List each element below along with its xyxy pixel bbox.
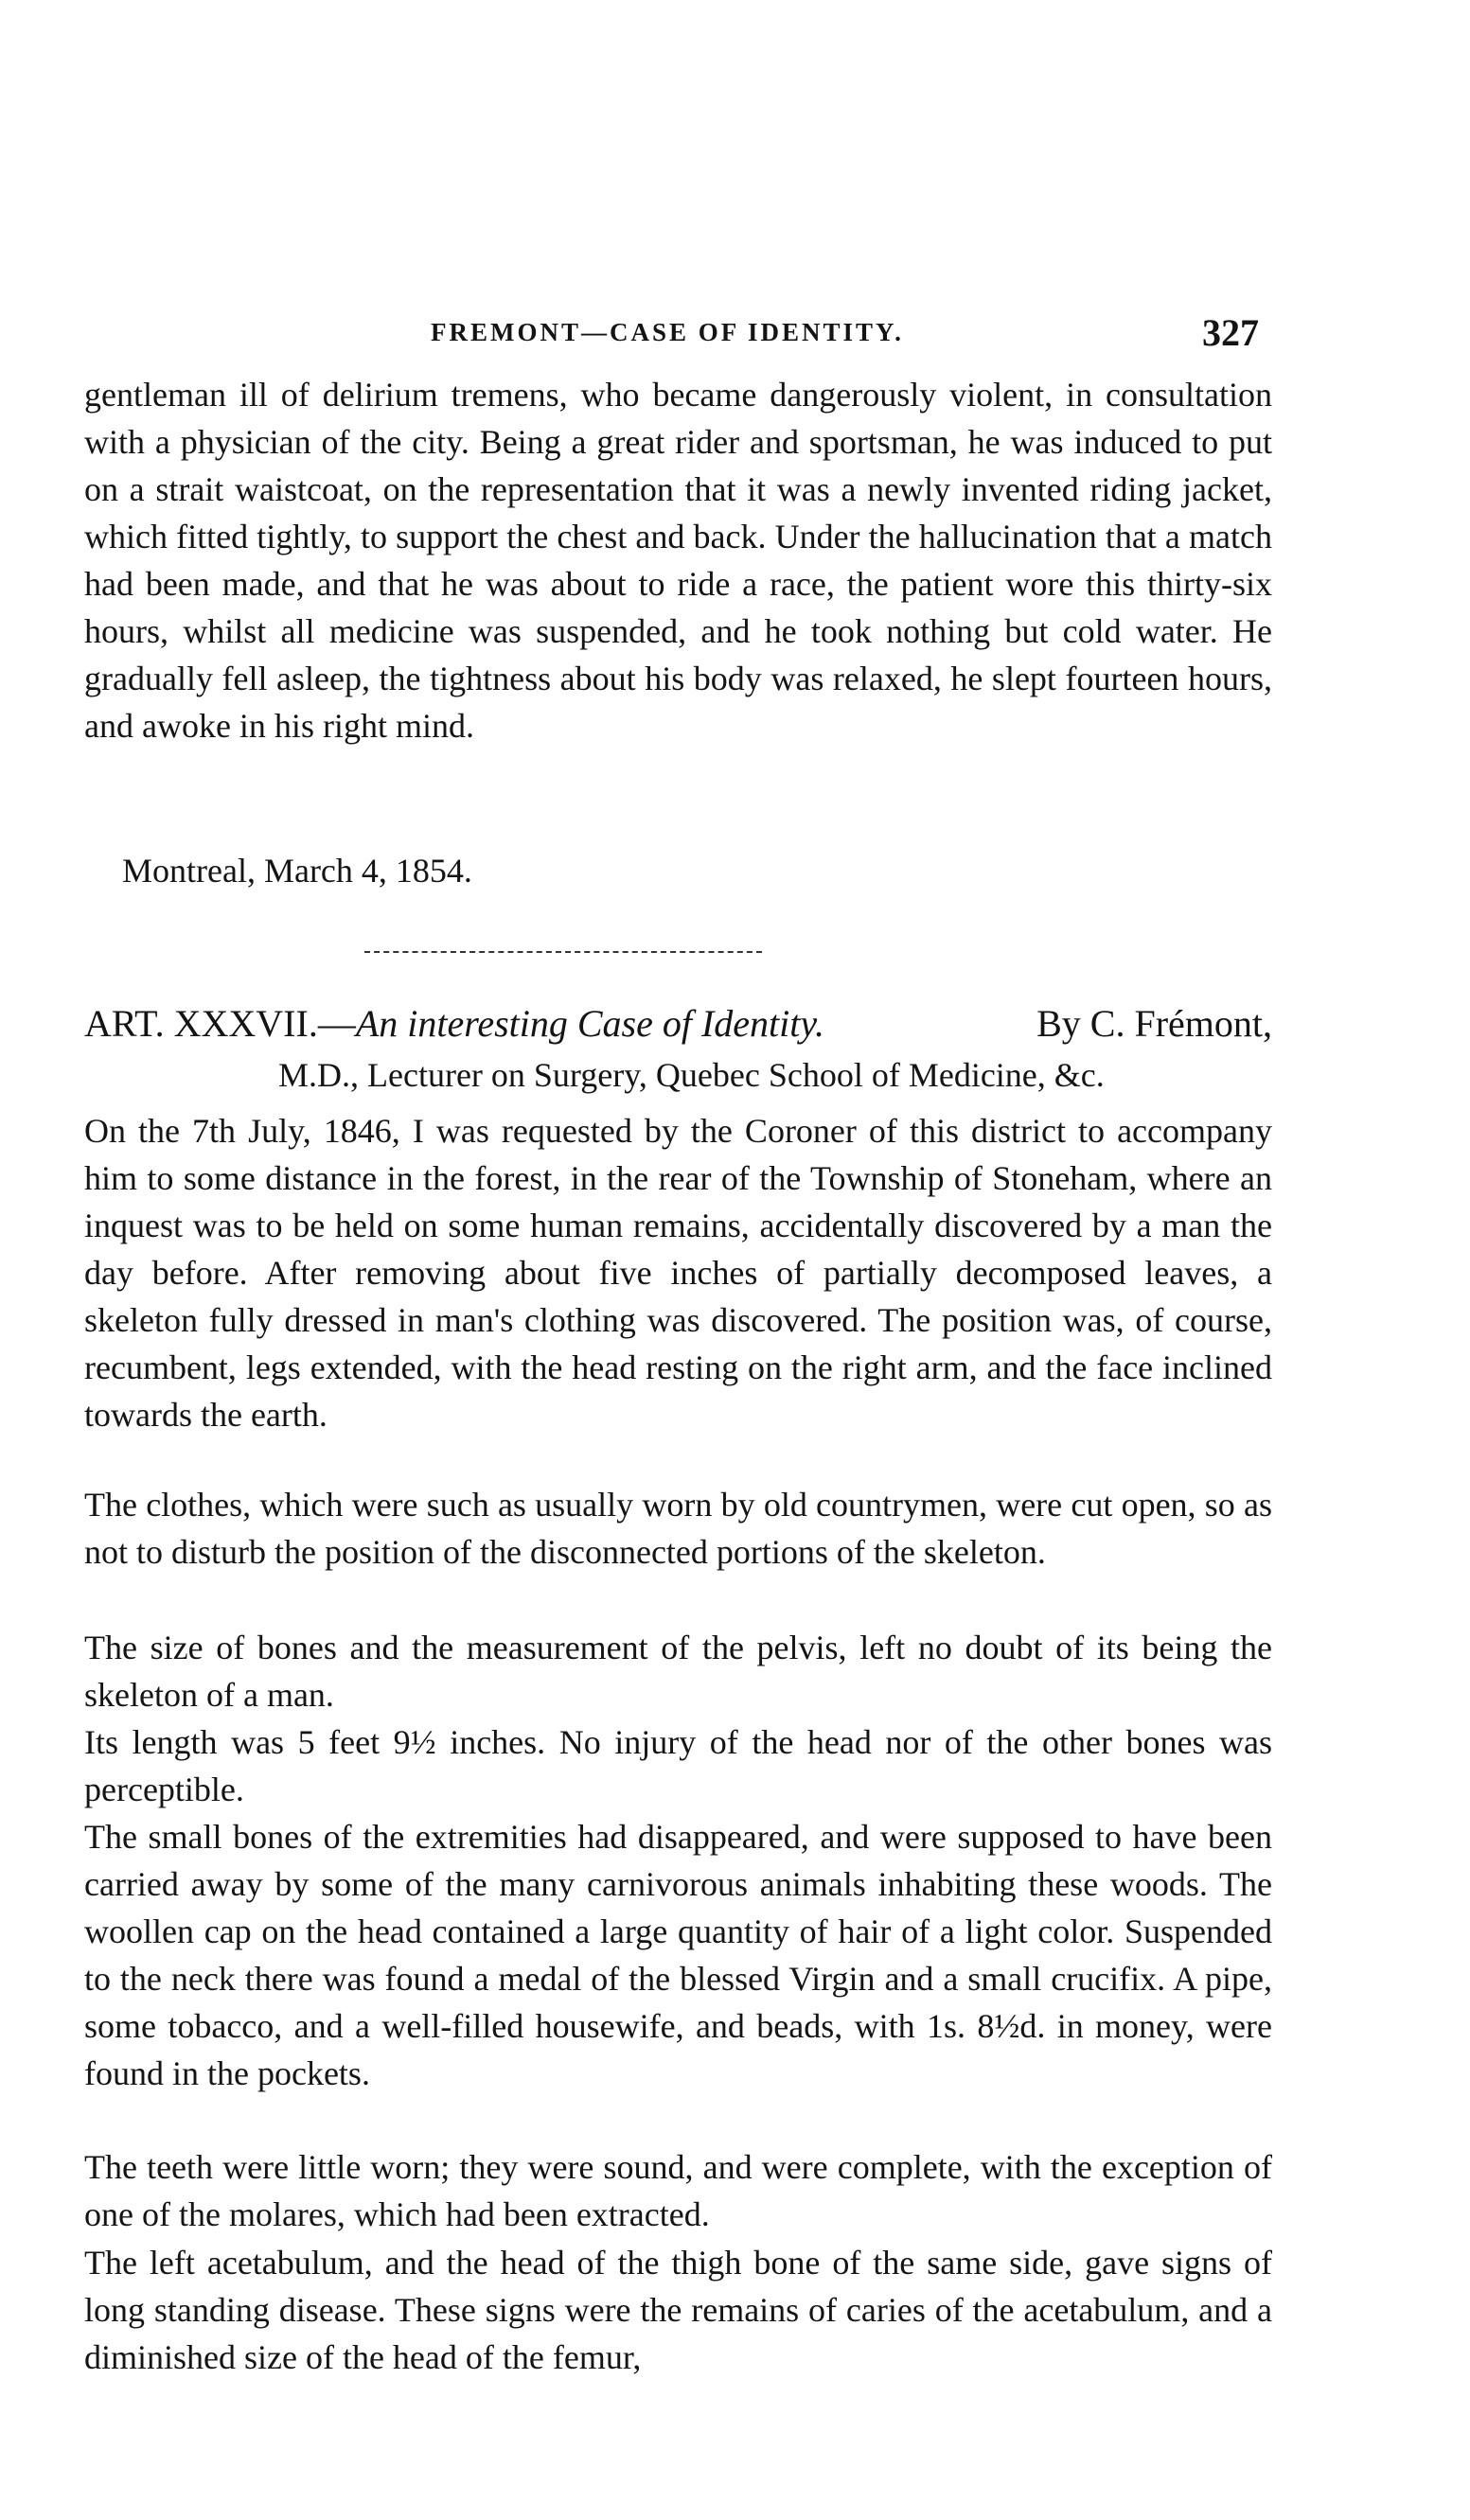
body-paragraph-3: The size of bones and the measurement of the pelvis, left no doubt of its being the skeleton of a man. xyxy=(84,1629,1272,1714)
body-paragraph-1: On the 7th July, 1846, I was requested by the Coroner of this district to accompany him to some distance in the forest, in the rear of the Township of Stoneham, where an inquest was to be held on some human remains, accidentally discovered by a man the day before. After removing about five inches of partially decomposed leaves, a skeleton fully dressed in man's clothing was discovered. The position was, of course, recumbent, legs extended, with the head resting on the right arm, and the face inclined towards the earth. xyxy=(84,1112,1272,1434)
section-divider xyxy=(364,951,762,953)
author-affiliation: M.D., Lecturer on Surgery, Quebec School of Medicine, &c. xyxy=(278,1056,1105,1094)
body-paragraph-6: The teeth were little worn; they were sound, and were complete, with the exception of one of the molares, which had been extracted. xyxy=(84,2148,1272,2233)
page-number: 327 xyxy=(1202,311,1259,354)
body-paragraph-7: The left acetabulum, and the head of the thigh bone of the same side, gave signs of long standing disease. These signs were the remains of caries of the acetabulum, and a diminished size of the head of the femur, xyxy=(84,2244,1272,2376)
article-author: By C. Frémont, xyxy=(1036,1002,1272,1045)
article-heading xyxy=(84,998,1272,1101)
article-number: ART. XXXVII.— xyxy=(84,1002,356,1045)
signoff-location-date: Montreal, March 4, 1854. xyxy=(122,852,472,890)
body-paragraph-2: The clothes, which were such as usually worn by old countrymen, were cut open, so as not to disturb the position of the disconnected portions of the skeleton. xyxy=(84,1486,1272,1571)
article-title: An interesting Case of Identity. xyxy=(355,1002,824,1045)
continued-paragraph: gentleman ill of delirium tremens, who became dangerously violent, in consultation with a physician of the city. Being a great rider and sportsman, he was induced to put on a strait waistcoat, on the representation that it was a newly invented riding jacket, which fitted tightly, to support the chest and back. Under the hallucination that a match had been made, and that he was about to ride a race, the patient wore this thirty-six hours, whilst all medicine was suspended, and he took nothing but cold water. He gradually fell asleep, the tightness about his body was relaxed, he slept fourteen hours, and awoke in his right mind. xyxy=(84,376,1272,745)
body-paragraph-5: The small bones of the extremities had disappeared, and were supposed to have been carried away by some of the many carnivorous animals inhabiting these woods. The woollen cap on the head contained a large quantity of hair of a light color. Suspended to the neck there was found a medal of the blessed Virgin and a small crucifix. A pipe, some tobacco, and a well-filled housewife, and beads, with 1s. 8½d. in money, were found in the pockets. xyxy=(84,1818,1272,2092)
body-paragraph-4: Its length was 5 feet 9½ inches. No injury of the head nor of the other bones was perceptible. xyxy=(84,1723,1272,1808)
running-title: FREMONT—CASE OF IDENTITY. xyxy=(431,318,904,346)
